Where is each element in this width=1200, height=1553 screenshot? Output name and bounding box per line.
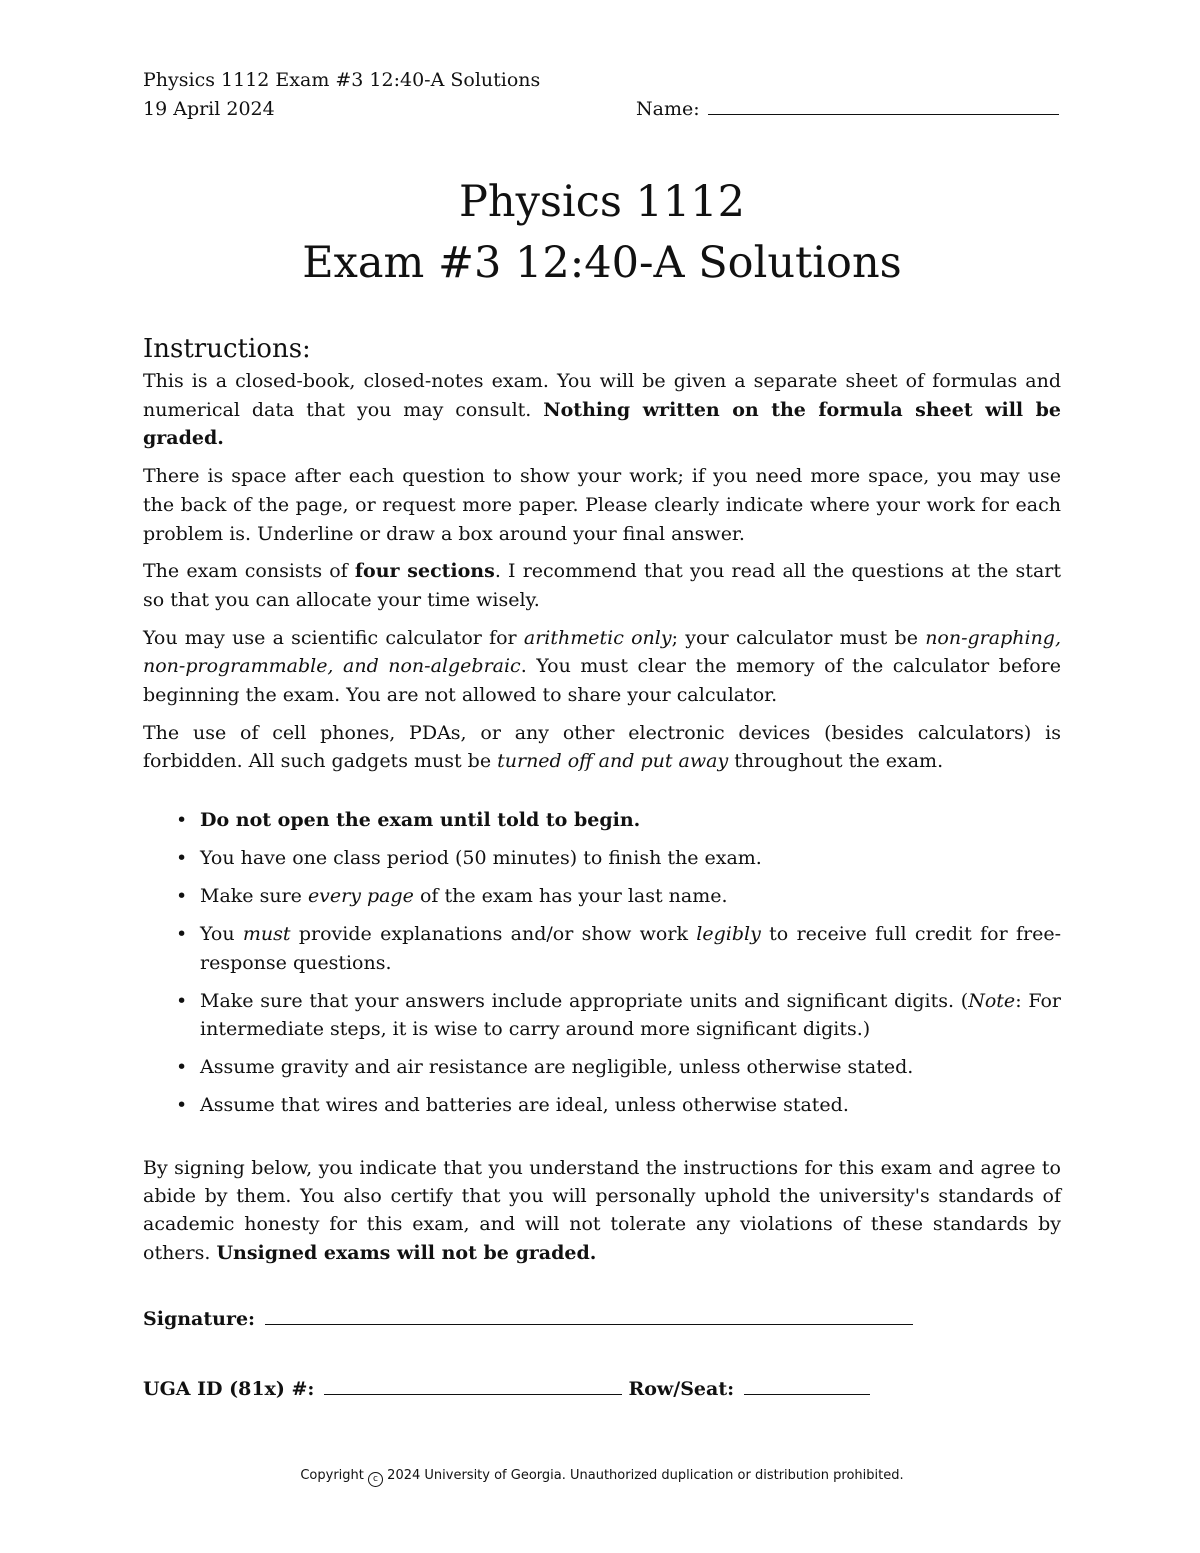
name-label: Name: [636, 98, 700, 120]
uga-id-field[interactable] [324, 1376, 622, 1395]
copyright-text: 2024 University of Georgia. Unauthorized duplication or distribution prohibited. [387, 1468, 904, 1483]
copyright-prefix: Copyright [300, 1468, 364, 1483]
p5-text-c: throughout the exam. [728, 750, 944, 773]
list-item [176, 844, 1061, 873]
instructions-paragraph-5 [143, 719, 1061, 776]
title-line-2: Exam #3 12:40-A Solutions [302, 238, 902, 288]
instructions-paragraph-2: There is space after each question to show your work; if you need more space, you may use the back of the page, or request more paper. Please clearly indicate where your work for each problem is. Underline or draw a box around your final answer. [143, 465, 1061, 545]
exam-date: 19 April 2024 [143, 98, 275, 120]
instructions-paragraph-3 [143, 557, 1061, 614]
rule-6: Assume gravity and air resistance are negligible, unless otherwise stated. [200, 1056, 914, 1079]
id-seat-row [143, 1376, 870, 1400]
p5-text-a: The use of cell phones, PDAs, or any other electronic devices (besides calculators) is forbidden. All such gadgets must be [143, 721, 1061, 773]
date-name-row [143, 95, 1061, 124]
agreement-text: By signing below, you indicate that you understand the instructions for this exam and agree to abide by them. You also certify that you will personally uphold the university's standards of academic honesty for this exam, and will not tolerate any violations of these standards by others. [143, 1156, 1061, 1264]
page-title [143, 172, 1061, 294]
p1-bold: Nothing written on the formula sheet will be graded. [143, 398, 1061, 450]
p4-italic-b: arithmetic only [523, 626, 672, 649]
signature-label: Signature: [143, 1308, 256, 1330]
rule-4-italic-d: legibly [696, 923, 761, 946]
title-line-1: Physics 1112 [459, 177, 745, 227]
list-item [176, 920, 1062, 977]
rule-4-a: You [200, 923, 243, 946]
p4-text-e: . You must clear the memory of the calculator before beginning the exam. You are not allowed to share your calculator. [143, 655, 1062, 707]
rule-2: You have one class period (50 minutes) to finish the exam. [200, 847, 762, 870]
row-seat-field[interactable] [744, 1376, 870, 1395]
p3-bold: four sections [354, 560, 495, 583]
rule-3-a: Make sure [200, 885, 308, 908]
exam-cover-page [143, 66, 1062, 1484]
copyright-icon: c [368, 1472, 383, 1487]
list-item [176, 882, 1061, 911]
list-item [176, 1053, 1061, 1082]
p1-text: This is a closed-book, closed-notes exam. You will be given a separate sheet of formulas and numerical data that you may consult. [143, 370, 1061, 421]
p5-italic: turned off and put away [497, 750, 729, 773]
uga-id-label: UGA ID (81x) #: [143, 1378, 315, 1400]
p3-text-a: The exam consists of [143, 560, 355, 583]
bullet-icon: • [176, 1094, 188, 1117]
bullet-icon: • [176, 847, 188, 870]
instructions-paragraph-4 [143, 624, 1061, 710]
p3-text-c: . I recommend that you read all the questions at the start so that you can allocate your time wisely. [143, 560, 1061, 611]
rules-list [143, 806, 1061, 1120]
bullet-icon: • [176, 923, 188, 946]
rule-4-e: to receive full credit for free-response questions. [200, 923, 1062, 974]
rule-4-italic-b: must [242, 923, 291, 946]
list-item [176, 987, 1062, 1044]
row-seat-label: Row/Seat: [628, 1378, 735, 1400]
agreement-bold: Unsigned exams will not be graded. [216, 1241, 597, 1264]
bullet-icon: • [176, 885, 188, 908]
signature-field[interactable] [265, 1306, 913, 1325]
copyright-footer [143, 1468, 1061, 1487]
rule-7: Assume that wires and batteries are ideal, unless otherwise stated. [200, 1094, 849, 1117]
rule-5-italic: Note [968, 989, 1016, 1012]
instructions-heading: Instructions: [143, 334, 311, 364]
rule-5-a: Make sure that your answers include appropriate units and significant digits. ( [200, 989, 969, 1012]
p4-text-a: You may use a scientific calculator for [143, 626, 524, 649]
rule-3-italic: every page [307, 885, 414, 908]
rule-1: Do not open the exam until told to begin. [200, 809, 641, 832]
rule-4-c: provide explanations and/or show work [290, 923, 697, 946]
p4-text-c: ; your calculator must be [671, 626, 926, 649]
bullet-icon: • [176, 1056, 188, 1079]
agreement-paragraph [143, 1154, 1061, 1268]
bullet-icon: • [176, 989, 188, 1012]
p4-italic-d: non-graphing, non-programmable, and non-algebraic [143, 626, 1062, 678]
rule-3-c: of the exam has your last name. [413, 885, 728, 908]
list-item [176, 1091, 1061, 1120]
course-line: Physics 1112 Exam #3 12:40-A Solutions [143, 69, 541, 91]
name-field[interactable] [708, 96, 1059, 115]
bullet-icon: • [176, 809, 188, 832]
instructions-paragraph-1 [143, 367, 1061, 453]
list-item [176, 806, 1061, 835]
rule-5-c: : For intermediate steps, it is wise to carry around more significant digits.) [200, 989, 1062, 1041]
page-header [143, 66, 1061, 124]
signature-row [143, 1306, 913, 1330]
